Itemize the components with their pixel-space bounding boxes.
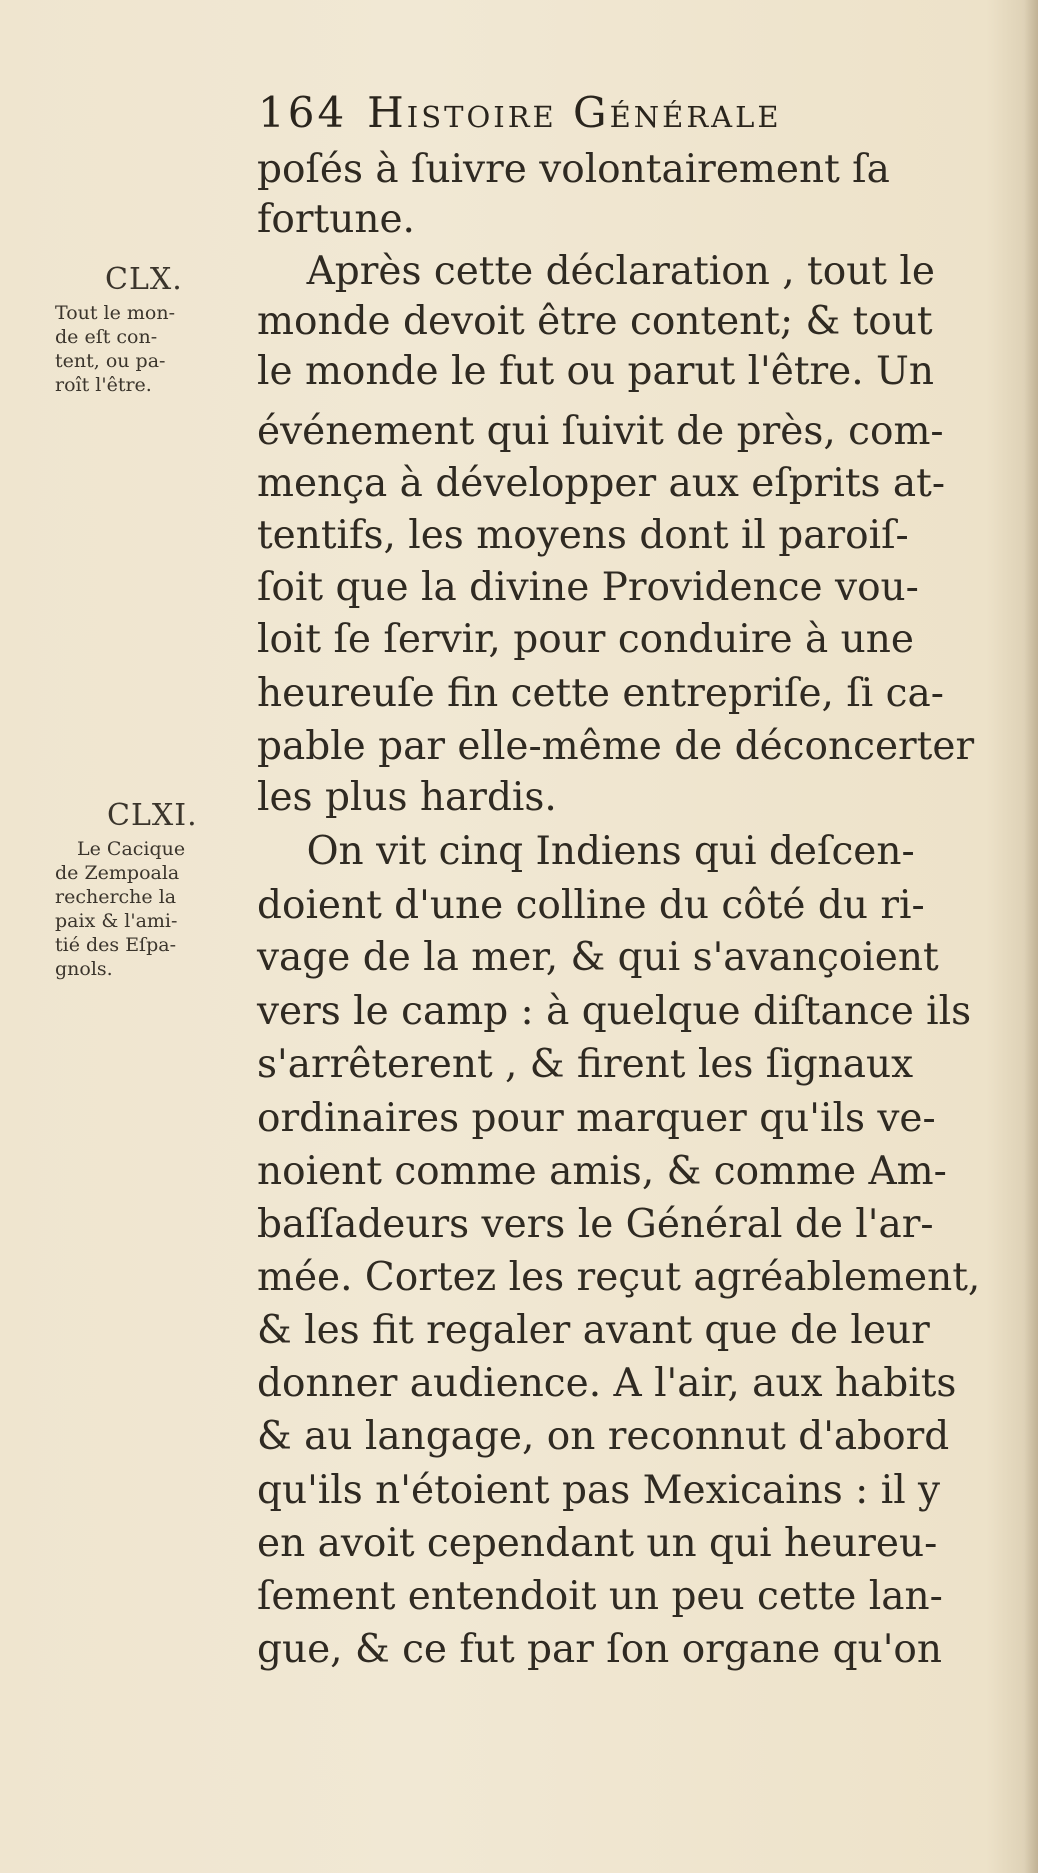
margin-note-line: Le Cacique <box>77 838 186 860</box>
margin-note-line: recherche la <box>55 886 177 908</box>
text-line: monde devoit être content; & tout <box>257 299 933 344</box>
text-line: On vit cinq Indiens qui deſcen- <box>257 829 915 874</box>
text-line: doient d'une colline du côté du ri- <box>257 883 925 928</box>
text-line: heureuſe fin cette entrepriſe, ſi ca- <box>257 671 944 716</box>
running-title: Histoire Générale <box>367 88 782 137</box>
text-line: & au langage, on reconnut d'abord <box>257 1414 950 1459</box>
text-line: noient comme amis, & comme Am- <box>257 1149 947 1194</box>
margin-note-line: tié des Eſpa- <box>55 934 177 956</box>
page-number: 164 <box>258 88 348 137</box>
section-numeral: CLXI. <box>107 798 198 833</box>
text-line: événement qui ſuivit de près, com- <box>257 409 944 454</box>
text-line: le monde le fut ou parut l'être. Un <box>257 349 935 394</box>
text-line: s'arrêterent , & firent les ſignaux <box>257 1042 914 1087</box>
section-numeral: CLX. <box>105 262 183 297</box>
text-line: les plus hardis. <box>257 775 557 820</box>
margin-note-clxi <box>55 798 255 833</box>
margin-note-line: roît l'être. <box>55 374 152 396</box>
text-line: poſés à ſuivre volontairement ſa <box>257 147 890 192</box>
text-line: donner audience. A l'air, aux habits <box>257 1361 957 1406</box>
margin-note-line: paix & l'ami- <box>55 910 178 932</box>
margin-note-line: de Zempoala <box>55 862 180 884</box>
text-line: ordinaires pour marquer qu'ils ve- <box>257 1096 936 1141</box>
text-line: gue, & ce fut par ſon organe qu'on <box>257 1627 943 1672</box>
margin-note-clx <box>55 262 255 297</box>
text-line: mée. Cortez les reçut agréablement, <box>257 1255 981 1300</box>
text-line: baſſadeurs vers le Général de l'ar- <box>257 1202 934 1247</box>
text-line: & les fit regaler avant que de leur <box>257 1308 930 1353</box>
text-line: vage de la mer, & qui s'avançoient <box>257 935 939 980</box>
text-line: tentifs, les moyens dont il paroiſ- <box>257 513 909 558</box>
text-line: ſoit que la divine Providence vou- <box>257 565 919 610</box>
text-line: ſement entendoit un peu cette lan- <box>257 1574 943 1619</box>
text-line: fortune. <box>257 197 415 242</box>
text-line: en avoit cependant un qui heureu- <box>257 1521 938 1566</box>
text-line: pable par elle-même de déconcerter <box>257 724 975 769</box>
margin-note-line: de eſt con- <box>55 326 158 348</box>
text-line: mença à développer aux eſprits at- <box>257 461 946 506</box>
page-edge-shadow <box>1024 0 1038 1873</box>
running-header <box>258 88 782 137</box>
text-line: Après cette déclaration , tout le <box>257 249 935 294</box>
margin-note-line: Tout le mon- <box>55 302 176 324</box>
text-line: vers le camp : à quelque diſtance ils <box>257 989 972 1034</box>
text-line: qu'ils n'étoient pas Mexicains : il y <box>257 1468 941 1513</box>
margin-summary-clxi <box>55 837 255 981</box>
text-line: loit ſe ſervir, pour conduire à une <box>257 617 914 662</box>
margin-summary-clx <box>55 301 255 397</box>
margin-note-line: tent, ou pa- <box>55 350 166 372</box>
margin-note-line: gnols. <box>55 958 113 980</box>
